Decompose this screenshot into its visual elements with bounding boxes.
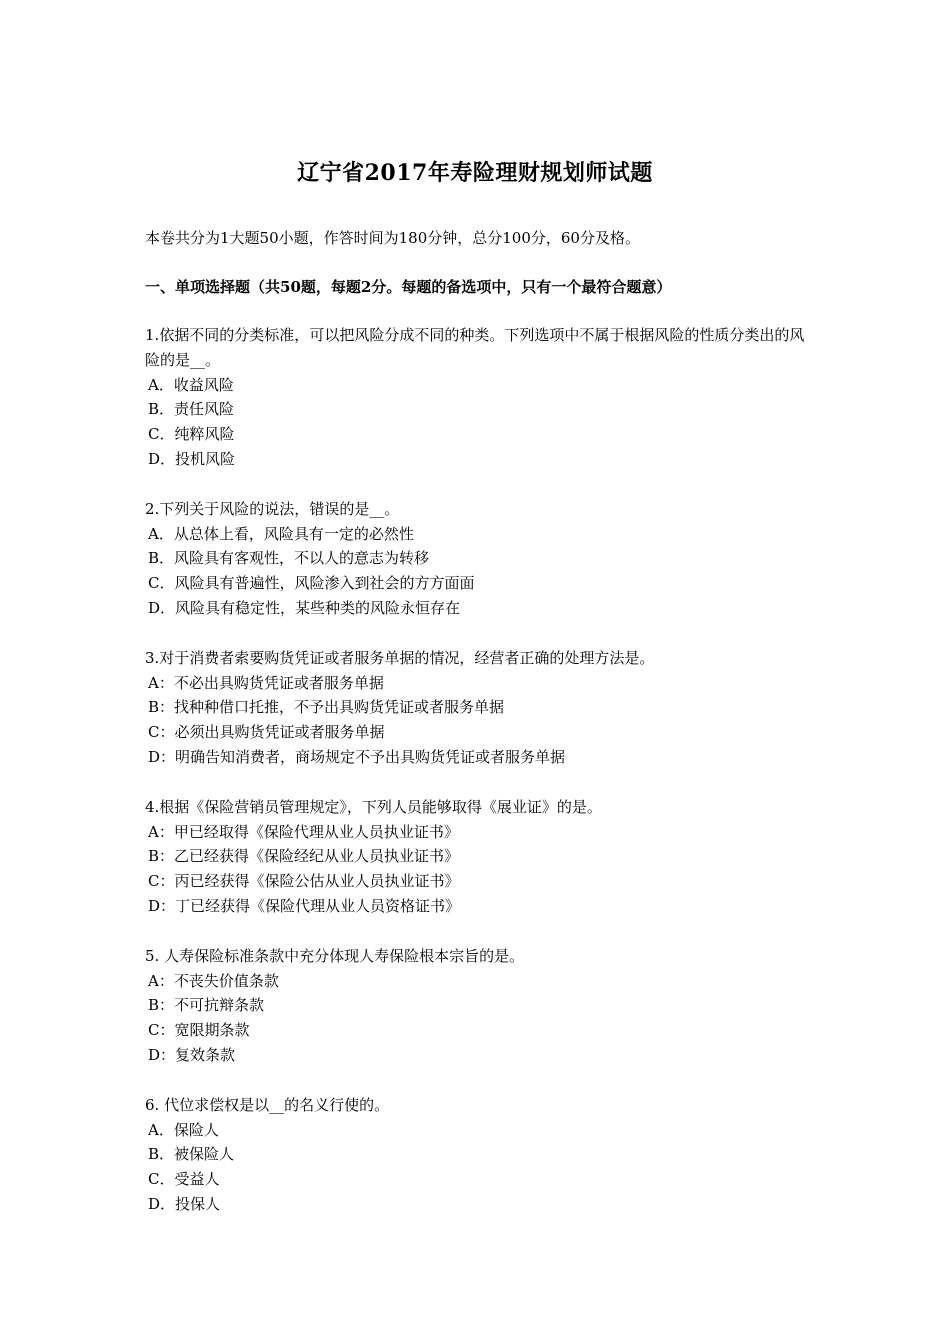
option-d: D：复效条款 xyxy=(148,1045,236,1064)
question-2 xyxy=(145,497,815,621)
option-a: A．收益风险 xyxy=(148,375,234,394)
option-a: A：不必出具购货凭证或者服务单据 xyxy=(148,673,384,692)
option-d: D．投保人 xyxy=(148,1194,221,1213)
option-c: C：宽限期条款 xyxy=(148,1021,250,1040)
question-3 xyxy=(145,646,815,770)
question-list xyxy=(145,323,815,1242)
option-c: C．纯粹风险 xyxy=(148,425,235,444)
option-b: B：不可抗辩条款 xyxy=(148,996,265,1015)
option-b: B．被保险人 xyxy=(148,1145,235,1164)
option-b: B：乙已经获得《保险经纪从业人员执业证书》 xyxy=(148,847,460,866)
option-d: D：明确告知消费者，商场规定不予出具购货凭证或者服务单据 xyxy=(148,747,566,766)
question-stem: 5. 人寿保险标准条款中充分体现人寿保险根本宗旨的是。 xyxy=(145,946,525,965)
section-heading: 一、单项选择题（共50题，每题2分。每题的备选项中，只有一个最符合题意） xyxy=(145,278,672,296)
option-c: C．风险具有普遍性，风险渗入到社会的方方面面 xyxy=(148,574,475,593)
question-5 xyxy=(145,944,815,1068)
document-title: 辽宁省2017年寿险理财规划师试题 xyxy=(297,160,653,186)
question-stem: 2.下列关于风险的说法，错误的是__。 xyxy=(145,499,400,518)
option-a: A．从总体上看，风险具有一定的必然性 xyxy=(148,524,414,543)
option-c: C．受益人 xyxy=(148,1170,220,1189)
question-6 xyxy=(145,1093,815,1217)
option-a: A．保险人 xyxy=(148,1120,219,1139)
option-b: B．风险具有客观性，不以人的意志为转移 xyxy=(148,549,430,568)
option-d: D．风险具有稳定性，某些种类的风险永恒存在 xyxy=(148,598,461,617)
option-d: D：丁已经获得《保险代理从业人员资格证书》 xyxy=(148,896,461,915)
question-4 xyxy=(145,795,815,919)
option-d: D．投机风险 xyxy=(148,449,236,468)
exam-intro: 本卷共分为1大题50小题，作答时间为180分钟，总分100分，60分及格。 xyxy=(145,229,640,247)
question-stem: 4.根据《保险营销员管理规定》，下列人员能够取得《展业证》的是。 xyxy=(145,797,602,816)
option-c: C：丙已经获得《保险公估从业人员执业证书》 xyxy=(148,872,460,891)
question-stem: 6. 代位求偿权是以__的名义行使的。 xyxy=(145,1095,390,1114)
option-b: B．责任风险 xyxy=(148,400,235,419)
option-c: C：必须出具购货凭证或者服务单据 xyxy=(148,723,385,742)
question-stem: 3.对于消费者索要购货凭证或者服务单据的情况，经营者正确的处理方法是。 xyxy=(145,648,655,667)
option-b: B：找种种借口托推，不予出具购货凭证或者服务单据 xyxy=(148,698,505,717)
option-a: A：不丧失价值条款 xyxy=(148,971,279,990)
option-a: A：甲已经取得《保险代理从业人员执业证书》 xyxy=(148,822,459,841)
question-stem: 1.依据不同的分类标准，可以把风险分成不同的种类。下列选项中不属于根据风险的性质分类出的风险的是__。 xyxy=(145,326,805,369)
question-1 xyxy=(145,323,815,472)
